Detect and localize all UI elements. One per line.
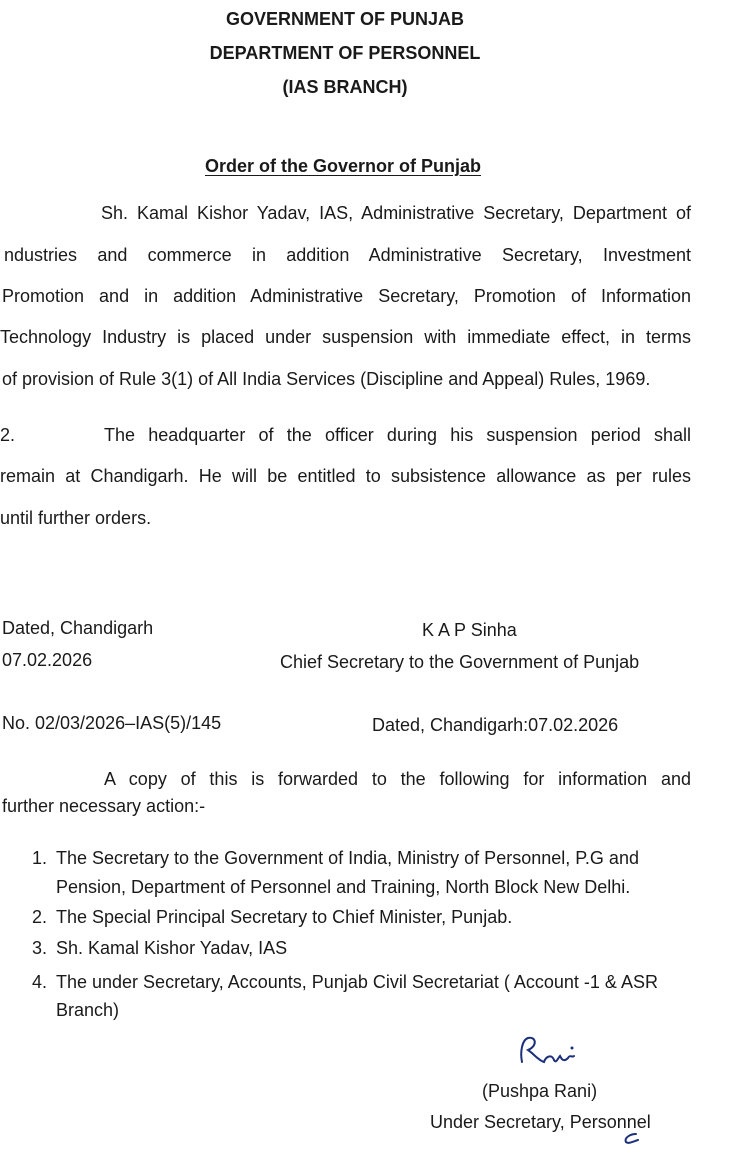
copy-para-line-1: A copy of this is forwarded to the following for information and [104, 769, 691, 789]
handwritten-signature [514, 1032, 580, 1072]
para2-number: 2. [0, 425, 16, 445]
under-secretary-designation: Under Secretary, Personnel [430, 1112, 651, 1132]
para2-line-3: until further orders. [0, 508, 152, 528]
order-date: 07.02.2026 [2, 650, 93, 670]
recipient-4-line-1: The under Secretary, Accounts, Punjab Civil Secretariat ( Account -1 & ASR [56, 972, 658, 992]
recipient-1-line-2: Pension, Department of Personnel and Training, North Block New Delhi. [56, 877, 631, 897]
header-government: GOVERNMENT OF PUNJAB [225, 9, 465, 29]
recipient-4-number: 4. [32, 972, 48, 992]
dated-label: Dated, Chandigarh [2, 618, 154, 638]
header-department: DEPARTMENT OF PERSONNEL [209, 43, 481, 63]
para2-line-2: remain at Chandigarh. He will be entitled to subsistence allowance as per rules [0, 466, 691, 486]
order-title: Order of the Governor of Punjab [204, 156, 482, 176]
endorsement-number: No. 02/03/2026–IAS(5)/145 [2, 713, 222, 733]
recipient-1-number: 1. [32, 848, 48, 868]
under-secretary-name: (Pushpa Rani) [482, 1081, 598, 1101]
recipient-4-line-2: Branch) [56, 1000, 120, 1020]
recipient-1-line-1: The Secretary to the Government of India, Ministry of Personnel, P.G and [56, 848, 639, 868]
header-branch: (IAS BRANCH) [282, 77, 408, 97]
para1-line-5: of provision of Rule 3(1) of All India Services (Discipline and Appeal) Rules, 1969. [2, 369, 651, 389]
recipient-3-line-1: Sh. Kamal Kishor Yadav, IAS [56, 938, 288, 958]
recipient-2-number: 2. [32, 907, 48, 927]
para1-line-2: ndustries and commerce in addition Administrative Secretary, Investment [4, 245, 691, 265]
signatory-name: K A P Sinha [422, 620, 517, 640]
para2-line-1: The headquarter of the officer during his suspension period shall [104, 425, 691, 445]
signatory-designation: Chief Secretary to the Government of Punjab [280, 652, 640, 672]
endorsement-date: Dated, Chandigarh:07.02.2026 [372, 715, 619, 735]
initial-mark [620, 1130, 642, 1150]
para1-line-1: Sh. Kamal Kishor Yadav, IAS, Administrative Secretary, Department of [101, 203, 691, 223]
copy-para-line-2: further necessary action:- [2, 796, 206, 816]
recipient-2-line-1: The Special Principal Secretary to Chief Minister, Punjab. [56, 907, 513, 927]
para1-line-3: Promotion and in addition Administrative Secretary, Promotion of Information [2, 286, 691, 306]
recipient-3-number: 3. [32, 938, 48, 958]
para1-line-4: Technology Industry is placed under suspension with immediate effect, in terms [0, 327, 691, 347]
